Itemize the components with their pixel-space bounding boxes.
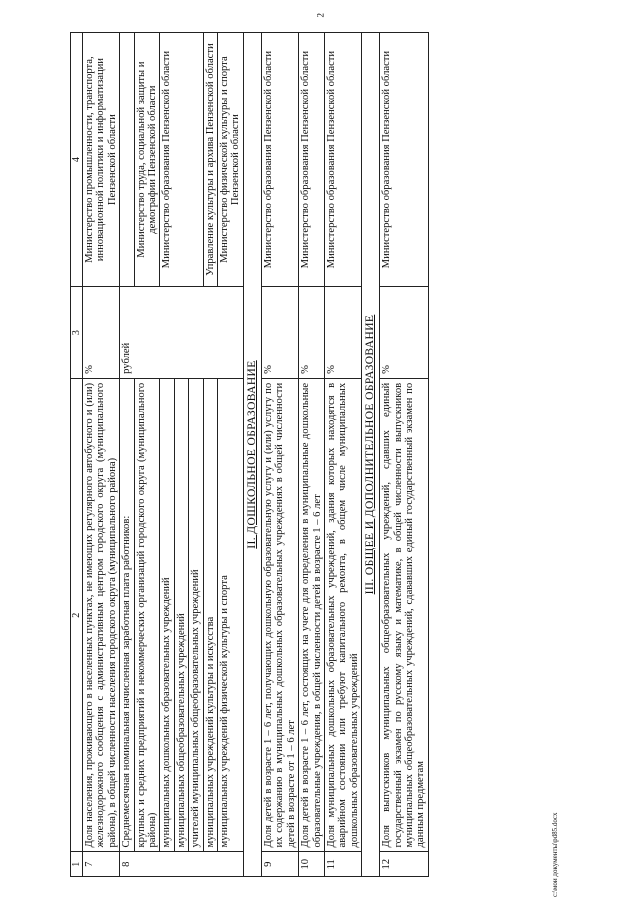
unit-cell: % xyxy=(261,287,298,379)
section-heading xyxy=(243,33,261,877)
indicator-text: муниципальных учреждений физической культуры и спорта xyxy=(218,378,244,852)
unit-cell: % xyxy=(324,287,361,379)
responsible-org: Министерство образования Пензенской области xyxy=(160,33,203,287)
table-row xyxy=(299,33,325,877)
indicators-table xyxy=(70,32,429,877)
row-number: 8 xyxy=(120,852,244,877)
page-number: 2 xyxy=(315,13,326,18)
table-row xyxy=(324,33,361,877)
unit-cell: % xyxy=(380,287,429,379)
row-number: 7 xyxy=(83,852,120,877)
table-subrow xyxy=(218,33,244,877)
responsible-org: Министерство образования Пензенской области xyxy=(299,33,325,287)
header-col-4: 4 xyxy=(71,33,83,287)
indicator-text: Доля детей в возрасте 1 – 6 лет, состоящих на учете для определения в муниципальные дошкольные образовательные учреждения, в общей численности детей в возрасте 1 – 6 лет xyxy=(299,378,325,852)
table-row xyxy=(261,33,298,877)
responsible-org: Министерство образования Пензенской области xyxy=(380,33,429,287)
indicator-text: Доля выпускников муниципальных общеобразовательных учреждений, сдавших единый государственный экзамен по русскому языку и математике, в общей численности выпускников муниципальных общеобразовательных учреждений, сдававших единый государственный экзамен по данным предметам xyxy=(380,378,429,852)
table-subrow xyxy=(203,33,217,877)
row-number: 11 xyxy=(324,852,361,877)
table-header-row xyxy=(71,33,83,877)
indicator-text: муниципальных учреждений культуры и искусства xyxy=(203,378,217,852)
section-title: II. ДОШКОЛЬНОЕ ОБРАЗОВАНИЕ xyxy=(245,360,258,549)
row-number: 10 xyxy=(299,852,325,877)
indicator-text: Доля населения, проживающего в населенных пунктах, не имеющих регулярного автобусного и (или) железнодорожного сообщения с административным центром городского округа (муниципального района), в общей численности населения городского округа (муниципального района) xyxy=(83,378,120,852)
rotated-page-content xyxy=(70,32,610,897)
table-row xyxy=(380,33,429,877)
responsible-org: Министерство образования Пензенской области xyxy=(324,33,361,287)
indicator-text: Доля муниципальных дошкольных образовательных учреждений, здания которых находятся в аварийном состоянии или требуют капитального ремонта, в общем числе муниципальных дошкольных образовательных учреждений xyxy=(324,378,361,852)
unit-cell: % xyxy=(299,287,325,379)
indicator-text: крупных и средних предприятий и некоммерческих организаций городского округа (муниципального района) xyxy=(134,378,160,852)
section-title: III. ОБЩЕЕ И ДОПОЛНИТЕЛЬНОЕ ОБРАЗОВАНИЕ xyxy=(364,314,377,595)
header-col-2: 2 xyxy=(71,378,83,852)
responsible-org: Министерство труда, социальной защиты и демографии Пензенской области xyxy=(134,33,160,287)
file-path-footer: c:\мои документы\pd85.docx xyxy=(551,812,559,897)
row-number: 9 xyxy=(261,852,298,877)
header-col-1: 1 xyxy=(71,852,83,877)
table-row xyxy=(83,33,120,877)
section-heading-row xyxy=(243,33,261,877)
responsible-org: Министерство промышленности, транспорта, инновационной политики и информатизации Пензенской области xyxy=(83,33,120,287)
header-col-3: 3 xyxy=(71,287,83,379)
indicator-text: Среднемесячная номинальная начисленная заработная плата работников: xyxy=(120,378,134,852)
table-subrow xyxy=(160,33,174,877)
unit-cell: % xyxy=(83,287,120,379)
indicator-text: муниципальных общеобразовательных учреждений xyxy=(174,378,188,852)
section-heading-row xyxy=(362,33,380,877)
indicator-text: учителей муниципальных общеобразовательных учреждений xyxy=(189,378,203,852)
responsible-org: Министерство образования Пензенской области xyxy=(261,33,298,287)
indicator-text: муниципальных дошкольных образовательных учреждений xyxy=(160,378,174,852)
section-heading xyxy=(362,33,380,877)
row-number: 12 xyxy=(380,852,429,877)
responsible-org: Министерство физической культуры и спорта Пензенской области xyxy=(218,33,244,287)
indicator-text: Доля детей в возрасте 1 – 6 лет, получающих дошкольную образовательную услугу и (или) услугу по их содержанию в муниципальных дошкольных образовательных учреждениях в общей численности детей в возрасте от 1 – 6 лет xyxy=(261,378,298,852)
table-subrow xyxy=(134,33,160,877)
unit-cell: рублей xyxy=(120,287,244,379)
responsible-org: Управление культуры и архива Пензенской области xyxy=(203,33,217,287)
table-row xyxy=(120,33,134,877)
responsible-org xyxy=(120,33,134,287)
